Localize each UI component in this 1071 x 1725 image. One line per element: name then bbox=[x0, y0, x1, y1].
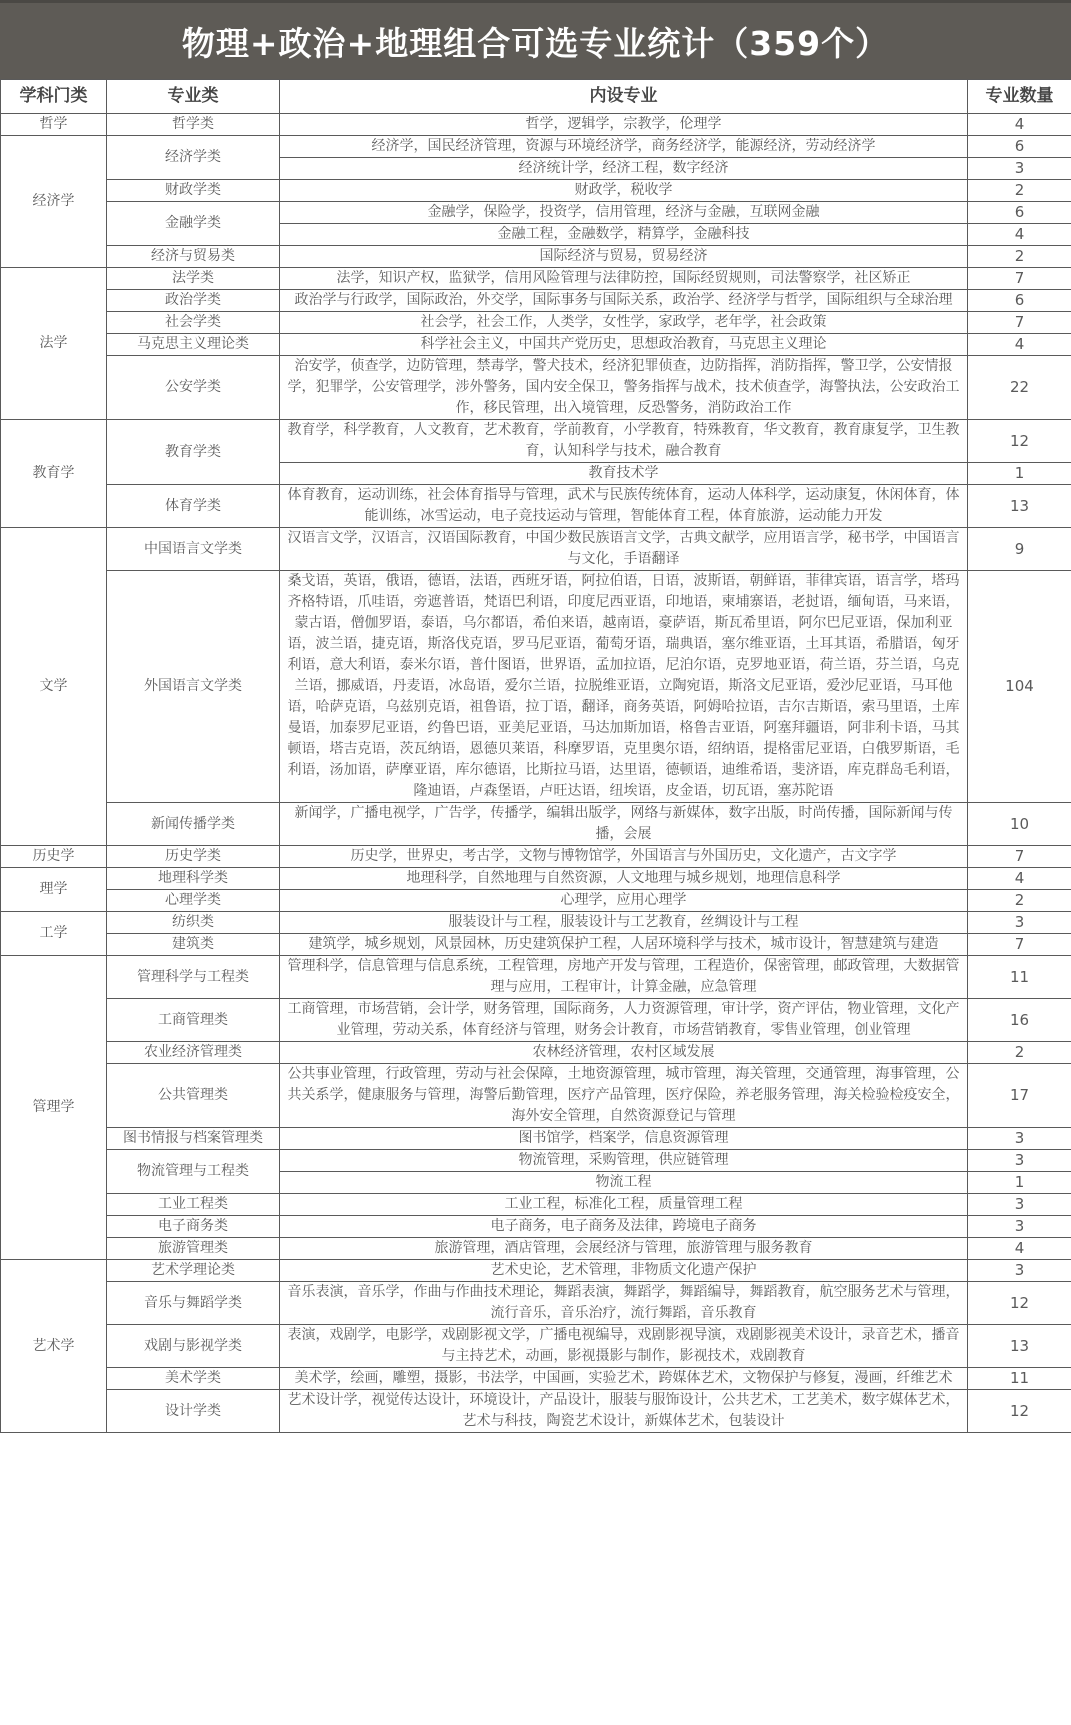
table-row bbox=[1, 1390, 1071, 1433]
count-cell: 3 bbox=[968, 912, 1071, 934]
major-class-cell: 工商管理类 bbox=[107, 999, 280, 1042]
majors-cell: 新闻学，广播电视学，广告学，传播学，编辑出版学，网络与新媒体，数字出版，时尚传播，国际新闻与传播，会展 bbox=[280, 803, 968, 846]
table-row bbox=[1, 420, 1071, 463]
majors-cell: 财政学，税收学 bbox=[280, 180, 968, 202]
discipline-cell: 文学 bbox=[1, 528, 107, 846]
table-row bbox=[1, 803, 1071, 846]
majors-cell: 经济统计学，经济工程，数字经济 bbox=[280, 158, 968, 180]
count-cell: 12 bbox=[968, 1282, 1071, 1325]
majors-cell: 物流工程 bbox=[280, 1172, 968, 1194]
majors-cell: 经济学，国民经济管理，资源与环境经济学，商务经济学，能源经济，劳动经济学 bbox=[280, 136, 968, 158]
major-class-cell: 管理科学与工程类 bbox=[107, 956, 280, 999]
table-row bbox=[1, 1042, 1071, 1064]
majors-cell: 艺术史论，艺术管理，非物质文化遗产保护 bbox=[280, 1260, 968, 1282]
count-cell: 13 bbox=[968, 1325, 1071, 1368]
title-banner bbox=[0, 0, 1071, 79]
count-cell: 2 bbox=[968, 180, 1071, 202]
majors-cell: 美术学，绘画，雕塑，摄影，书法学，中国画，实验艺术，跨媒体艺术，文物保护与修复，漫画，纤维艺术 bbox=[280, 1368, 968, 1390]
header-count: 专业数量 bbox=[968, 80, 1071, 114]
table-row bbox=[1, 485, 1071, 528]
count-cell: 4 bbox=[968, 224, 1071, 246]
table-row bbox=[1, 912, 1071, 934]
majors-cell: 教育学，科学教育，人文教育，艺术教育，学前教育，小学教育，特殊教育，华文教育，教育康复学，卫生教育，认知科学与技术，融合教育 bbox=[280, 420, 968, 463]
count-cell: 1 bbox=[968, 463, 1071, 485]
table-row bbox=[1, 1238, 1071, 1260]
count-cell: 2 bbox=[968, 890, 1071, 912]
majors-cell: 工商管理，市场营销，会计学，财务管理，国际商务，人力资源管理，审计学，资产评估，物业管理，文化产业管理，劳动关系，体育经济与管理，财务会计教育，市场营销教育，零售业管理，创业管理 bbox=[280, 999, 968, 1042]
table-row bbox=[1, 1128, 1071, 1150]
major-class-cell: 农业经济管理类 bbox=[107, 1042, 280, 1064]
major-class-cell: 经济学类 bbox=[107, 136, 280, 180]
majors-cell: 旅游管理，酒店管理，会展经济与管理，旅游管理与服务教育 bbox=[280, 1238, 968, 1260]
majors-cell: 服装设计与工程，服装设计与工艺教育，丝绸设计与工程 bbox=[280, 912, 968, 934]
table-body bbox=[1, 114, 1071, 1433]
major-class-cell: 财政学类 bbox=[107, 180, 280, 202]
major-class-cell: 教育学类 bbox=[107, 420, 280, 485]
majors-cell: 政治学与行政学，国际政治，外交学，国际事务与国际关系，政治学、经济学与哲学，国际组织与全球治理 bbox=[280, 290, 968, 312]
table-row bbox=[1, 1064, 1071, 1128]
majors-cell: 治安学，侦查学，边防管理，禁毒学，警犬技术，经济犯罪侦查，边防指挥，消防指挥，警卫学，公安情报学，犯罪学，公安管理学，涉外警务，国内安全保卫，警务指挥与战术，技术侦查学，海警执法，公安政治工作，移民管理，出入境管理，反恐警务，消防政治工作 bbox=[280, 356, 968, 420]
count-cell: 7 bbox=[968, 934, 1071, 956]
major-class-cell: 艺术学理论类 bbox=[107, 1260, 280, 1282]
table-row bbox=[1, 528, 1071, 571]
count-cell: 3 bbox=[968, 1150, 1071, 1172]
major-class-cell: 旅游管理类 bbox=[107, 1238, 280, 1260]
count-cell: 2 bbox=[968, 246, 1071, 268]
count-cell: 7 bbox=[968, 268, 1071, 290]
count-cell: 4 bbox=[968, 868, 1071, 890]
count-cell: 11 bbox=[968, 1368, 1071, 1390]
major-class-cell: 马克思主义理论类 bbox=[107, 334, 280, 356]
table-row bbox=[1, 202, 1071, 224]
majors-cell: 图书馆学，档案学，信息资源管理 bbox=[280, 1128, 968, 1150]
count-cell: 6 bbox=[968, 290, 1071, 312]
majors-cell: 金融学，保险学，投资学，信用管理，经济与金融，互联网金融 bbox=[280, 202, 968, 224]
table-row bbox=[1, 136, 1071, 158]
discipline-cell: 法学 bbox=[1, 268, 107, 420]
majors-cell: 工业工程，标准化工程，质量管理工程 bbox=[280, 1194, 968, 1216]
count-cell: 4 bbox=[968, 334, 1071, 356]
majors-cell: 历史学，世界史，考古学，文物与博物馆学，外国语言与外国历史，文化遗产，古文字学 bbox=[280, 846, 968, 868]
count-cell: 12 bbox=[968, 420, 1071, 463]
table-row bbox=[1, 312, 1071, 334]
majors-cell: 汉语言文学，汉语言，汉语国际教育，中国少数民族语言文学，古典文献学，应用语言学，秘书学，中国语言与文化，手语翻译 bbox=[280, 528, 968, 571]
page-title: 物理+政治+地理组合可选专业统计（359个） bbox=[181, 23, 890, 63]
count-cell: 10 bbox=[968, 803, 1071, 846]
count-cell: 4 bbox=[968, 1238, 1071, 1260]
major-class-cell: 电子商务类 bbox=[107, 1216, 280, 1238]
header-row bbox=[1, 80, 1071, 114]
count-cell: 17 bbox=[968, 1064, 1071, 1128]
table-row bbox=[1, 999, 1071, 1042]
majors-table bbox=[0, 79, 1071, 1433]
majors-cell: 教育技术学 bbox=[280, 463, 968, 485]
major-class-cell: 哲学类 bbox=[107, 114, 280, 136]
table-row bbox=[1, 956, 1071, 999]
header-discipline: 学科门类 bbox=[1, 80, 107, 114]
count-cell: 2 bbox=[968, 1042, 1071, 1064]
major-class-cell: 物流管理与工程类 bbox=[107, 1150, 280, 1194]
majors-cell: 农林经济管理，农村区域发展 bbox=[280, 1042, 968, 1064]
table-row bbox=[1, 114, 1071, 136]
count-cell: 3 bbox=[968, 1260, 1071, 1282]
count-cell: 22 bbox=[968, 356, 1071, 420]
count-cell: 16 bbox=[968, 999, 1071, 1042]
majors-cell: 表演，戏剧学，电影学，戏剧影视文学，广播电视编导，戏剧影视导演，戏剧影视美术设计，录音艺术，播音与主持艺术，动画，影视摄影与制作，影视技术，戏剧教育 bbox=[280, 1325, 968, 1368]
majors-cell: 法学，知识产权，监狱学，信用风险管理与法律防控，国际经贸规则，司法警察学，社区矫正 bbox=[280, 268, 968, 290]
majors-cell: 物流管理，采购管理，供应链管理 bbox=[280, 1150, 968, 1172]
major-class-cell: 金融学类 bbox=[107, 202, 280, 246]
majors-cell: 管理科学，信息管理与信息系统，工程管理，房地产开发与管理，工程造价，保密管理，邮政管理，大数据管理与应用，工程审计，计算金融，应急管理 bbox=[280, 956, 968, 999]
majors-cell: 公共事业管理，行政管理，劳动与社会保障，土地资源管理，城市管理，海关管理，交通管理，海事管理，公共关系学，健康服务与管理，海警后勤管理，医疗产品管理，医疗保险，养老服务管理，海关检验检疫安全，海外安全管理，自然资源登记与管理 bbox=[280, 1064, 968, 1128]
major-class-cell: 新闻传播学类 bbox=[107, 803, 280, 846]
major-class-cell: 图书情报与档案管理类 bbox=[107, 1128, 280, 1150]
majors-cell: 国际经济与贸易，贸易经济 bbox=[280, 246, 968, 268]
table-row bbox=[1, 1282, 1071, 1325]
major-class-cell: 公安学类 bbox=[107, 356, 280, 420]
count-cell: 6 bbox=[968, 136, 1071, 158]
major-class-cell: 戏剧与影视学类 bbox=[107, 1325, 280, 1368]
majors-cell: 体育教育，运动训练，社会体育指导与管理，武术与民族传统体育，运动人体科学，运动康复，休闲体育，体能训练，冰雪运动，电子竞技运动与管理，智能体育工程，体育旅游，运动能力开发 bbox=[280, 485, 968, 528]
table-row bbox=[1, 180, 1071, 202]
table-row bbox=[1, 290, 1071, 312]
major-class-cell: 中国语言文学类 bbox=[107, 528, 280, 571]
major-class-cell: 历史学类 bbox=[107, 846, 280, 868]
majors-cell: 心理学，应用心理学 bbox=[280, 890, 968, 912]
major-class-cell: 纺织类 bbox=[107, 912, 280, 934]
major-class-cell: 建筑类 bbox=[107, 934, 280, 956]
major-class-cell: 公共管理类 bbox=[107, 1064, 280, 1128]
header-majors: 内设专业 bbox=[280, 80, 968, 114]
majors-cell: 建筑学，城乡规划，风景园林，历史建筑保护工程，人居环境科学与技术，城市设计，智慧建筑与建造 bbox=[280, 934, 968, 956]
table-row bbox=[1, 1325, 1071, 1368]
count-cell: 3 bbox=[968, 1128, 1071, 1150]
majors-cell: 艺术设计学，视觉传达设计，环境设计，产品设计，服装与服饰设计，公共艺术，工艺美术，数字媒体艺术，艺术与科技，陶瓷艺术设计，新媒体艺术，包装设计 bbox=[280, 1390, 968, 1433]
count-cell: 13 bbox=[968, 485, 1071, 528]
major-class-cell: 社会学类 bbox=[107, 312, 280, 334]
majors-cell: 桑戈语，英语，俄语，德语，法语，西班牙语，阿拉伯语，日语，波斯语，朝鲜语，菲律宾语，语言学，塔玛齐格特语，爪哇语，旁遮普语，梵语巴利语，印度尼西亚语，印地语，柬埔寨语，老挝语，缅甸语，马来语，蒙古语，僧伽罗语，泰语，乌尔都语，希伯来语，越南语，豪萨语，斯瓦希里语，阿尔巴尼亚语，保加利亚语，波兰语，捷克语，斯洛伐克语，罗马尼亚语，葡萄牙语，瑞典语，塞尔维亚语，土耳其语，希腊语，匈牙利语，意大利语，泰米尔语，普什图语，世界语，孟加拉语，尼泊尔语，克罗地亚语，荷兰语，芬兰语，乌克兰语，挪威语，丹麦语，冰岛语，爱尔兰语，拉脱维亚语，立陶宛语，斯洛文尼亚语，爱沙尼亚语，马耳他语，哈萨克语，乌兹别克语，祖鲁语，拉丁语，翻译，商务英语，阿姆哈拉语，吉尔吉斯语，索马里语，土库曼语，加泰罗尼亚语，约鲁巴语，亚美尼亚语，马达加斯加语，格鲁吉亚语，阿塞拜疆语，阿非利卡语，马其顿语，塔吉克语，茨瓦纳语，恩德贝莱语，科摩罗语，克里奥尔语，绍纳语，提格雷尼亚语，白俄罗斯语，毛利语，汤加语，萨摩亚语，库尔德语，比斯拉马语，达里语，德顿语，迪维希语，斐济语，库克群岛毛利语，隆迪语，卢森堡语，卢旺达语，纽埃语，皮金语，切瓦语，塞苏陀语 bbox=[280, 571, 968, 803]
discipline-cell: 历史学 bbox=[1, 846, 107, 868]
major-class-cell: 经济与贸易类 bbox=[107, 246, 280, 268]
table-row bbox=[1, 934, 1071, 956]
discipline-cell: 经济学 bbox=[1, 136, 107, 268]
table-row bbox=[1, 246, 1071, 268]
discipline-cell: 教育学 bbox=[1, 420, 107, 528]
count-cell: 3 bbox=[968, 1194, 1071, 1216]
major-class-cell: 音乐与舞蹈学类 bbox=[107, 1282, 280, 1325]
table-row bbox=[1, 846, 1071, 868]
table-row bbox=[1, 1150, 1071, 1172]
count-cell: 6 bbox=[968, 202, 1071, 224]
table-row bbox=[1, 356, 1071, 420]
major-class-cell: 法学类 bbox=[107, 268, 280, 290]
majors-cell: 哲学，逻辑学，宗教学，伦理学 bbox=[280, 114, 968, 136]
major-class-cell: 政治学类 bbox=[107, 290, 280, 312]
count-cell: 3 bbox=[968, 1216, 1071, 1238]
table-row bbox=[1, 571, 1071, 803]
major-class-cell: 美术学类 bbox=[107, 1368, 280, 1390]
majors-cell: 金融工程，金融数学，精算学，金融科技 bbox=[280, 224, 968, 246]
table-row bbox=[1, 1216, 1071, 1238]
major-class-cell: 体育学类 bbox=[107, 485, 280, 528]
discipline-cell: 艺术学 bbox=[1, 1260, 107, 1433]
discipline-cell: 理学 bbox=[1, 868, 107, 912]
count-cell: 104 bbox=[968, 571, 1071, 803]
discipline-cell: 工学 bbox=[1, 912, 107, 956]
majors-cell: 科学社会主义，中国共产党历史，思想政治教育，马克思主义理论 bbox=[280, 334, 968, 356]
count-cell: 9 bbox=[968, 528, 1071, 571]
table-row bbox=[1, 868, 1071, 890]
count-cell: 7 bbox=[968, 312, 1071, 334]
majors-cell: 社会学，社会工作，人类学，女性学，家政学，老年学，社会政策 bbox=[280, 312, 968, 334]
count-cell: 3 bbox=[968, 158, 1071, 180]
count-cell: 1 bbox=[968, 1172, 1071, 1194]
majors-cell: 电子商务，电子商务及法律，跨境电子商务 bbox=[280, 1216, 968, 1238]
table-row bbox=[1, 268, 1071, 290]
table-row bbox=[1, 334, 1071, 356]
majors-cell: 地理科学，自然地理与自然资源，人文地理与城乡规划，地理信息科学 bbox=[280, 868, 968, 890]
major-class-cell: 地理科学类 bbox=[107, 868, 280, 890]
table-row bbox=[1, 1194, 1071, 1216]
majors-cell: 音乐表演，音乐学，作曲与作曲技术理论，舞蹈表演，舞蹈学，舞蹈编导，舞蹈教育，航空服务艺术与管理，流行音乐，音乐治疗，流行舞蹈，音乐教育 bbox=[280, 1282, 968, 1325]
major-class-cell: 心理学类 bbox=[107, 890, 280, 912]
count-cell: 4 bbox=[968, 114, 1071, 136]
major-class-cell: 工业工程类 bbox=[107, 1194, 280, 1216]
discipline-cell: 管理学 bbox=[1, 956, 107, 1260]
table-row bbox=[1, 890, 1071, 912]
table-row bbox=[1, 1368, 1071, 1390]
table-row bbox=[1, 1260, 1071, 1282]
header-major-class: 专业类 bbox=[107, 80, 280, 114]
count-cell: 7 bbox=[968, 846, 1071, 868]
discipline-cell: 哲学 bbox=[1, 114, 107, 136]
major-class-cell: 外国语言文学类 bbox=[107, 571, 280, 803]
count-cell: 12 bbox=[968, 1390, 1071, 1433]
major-class-cell: 设计学类 bbox=[107, 1390, 280, 1433]
count-cell: 11 bbox=[968, 956, 1071, 999]
